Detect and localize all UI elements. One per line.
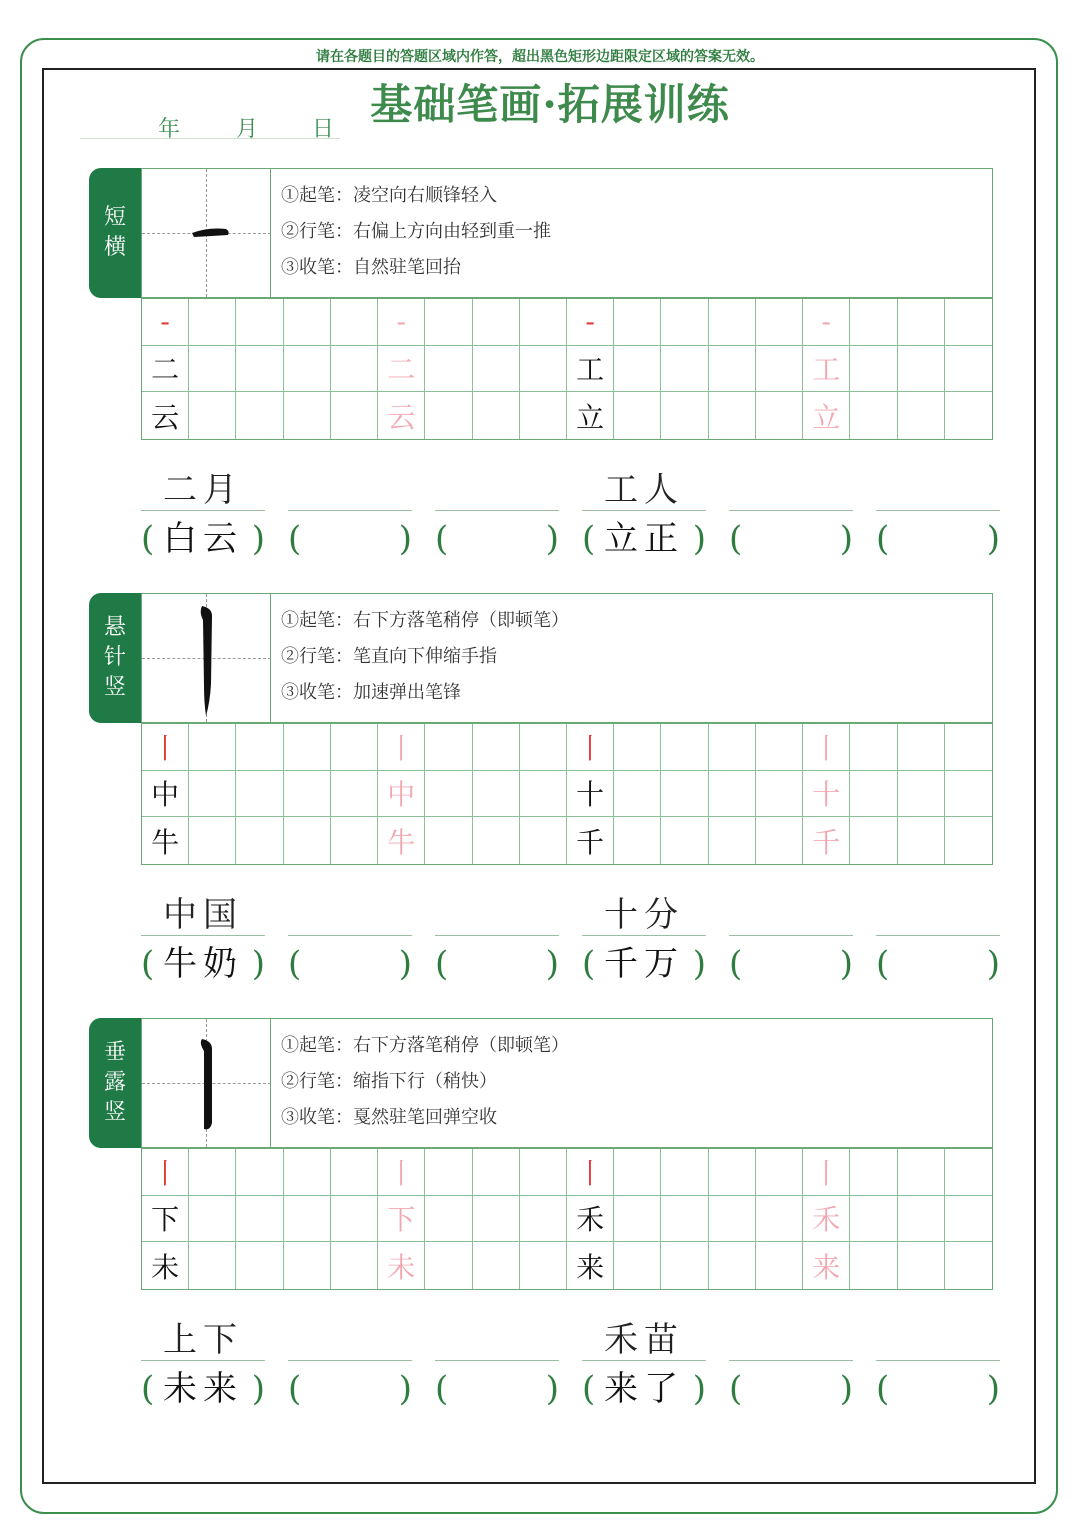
paren-close: )	[251, 519, 265, 559]
word-blank-line[interactable]	[729, 895, 853, 936]
practice-cell[interactable]	[945, 346, 992, 393]
practice-cell[interactable]	[189, 1149, 236, 1196]
paren-open: (	[288, 519, 302, 559]
paren-close: )	[986, 519, 1000, 559]
practice-cell[interactable]	[756, 817, 803, 864]
practice-cell[interactable]	[520, 392, 567, 439]
practice-cell[interactable]	[850, 299, 897, 346]
practice-cell[interactable]	[945, 392, 992, 439]
word-blank-line[interactable]	[288, 895, 412, 936]
paren-words	[141, 516, 1001, 562]
word-blank-line[interactable]	[729, 470, 853, 511]
word-example: 中国	[141, 895, 265, 936]
paren-close: )	[692, 1369, 706, 1409]
practice-cell[interactable]	[898, 1196, 945, 1243]
paren-word-blank[interactable]	[729, 516, 853, 562]
paren-close: )	[398, 1369, 412, 1409]
practice-cell[interactable]	[850, 1149, 897, 1196]
char-sample-cell[interactable]: 牛	[142, 817, 189, 864]
date-month: 月	[236, 117, 259, 142]
practice-cell[interactable]	[661, 392, 708, 439]
paren-open: (	[729, 944, 743, 984]
practice-cell[interactable]	[331, 817, 378, 864]
stroke-steps	[270, 593, 993, 723]
practice-cell[interactable]	[284, 817, 331, 864]
practice-cell[interactable]	[709, 771, 756, 818]
practice-cell[interactable]	[850, 392, 897, 439]
practice-cell[interactable]	[756, 346, 803, 393]
practice-cell[interactable]	[284, 724, 331, 771]
practice-cell[interactable]	[236, 724, 283, 771]
practice-cell[interactable]	[850, 771, 897, 818]
char-trace-cell[interactable]: 千	[803, 817, 850, 864]
stroke-name-tab	[89, 1018, 141, 1148]
practice-cell[interactable]	[756, 724, 803, 771]
paren-close: )	[251, 944, 265, 984]
paren-words	[141, 1366, 1001, 1412]
paren-word-text: 来了	[604, 1369, 684, 1409]
practice-cell[interactable]	[661, 817, 708, 864]
practice-grid	[141, 723, 993, 865]
practice-cell[interactable]	[756, 1149, 803, 1196]
paren-close: )	[839, 944, 853, 984]
char-sample-cell[interactable]: 来	[567, 1242, 614, 1289]
paren-word-text: 白云	[163, 519, 243, 559]
word-example: 禾苗	[582, 1320, 706, 1361]
paren-word-blank[interactable]	[729, 1366, 853, 1412]
word-lines	[141, 895, 1001, 935]
word-blank-line[interactable]	[876, 470, 1000, 511]
practice-cell[interactable]	[614, 1242, 661, 1289]
paren-close: )	[986, 944, 1000, 984]
practice-cell[interactable]	[709, 817, 756, 864]
paren-open: (	[435, 1369, 449, 1409]
paren-open: (	[141, 944, 155, 984]
practice-cell[interactable]	[709, 392, 756, 439]
practice-cell[interactable]	[756, 299, 803, 346]
stroke-sample-cell[interactable]: -	[378, 299, 425, 346]
practice-cell[interactable]	[898, 392, 945, 439]
word-lines	[141, 1320, 1001, 1360]
paren-close: )	[398, 519, 412, 559]
char-sample-cell[interactable]: 云	[142, 392, 189, 439]
paren-word-text: 立正	[604, 519, 684, 559]
stroke-sample-cell[interactable]: 丨	[142, 1149, 189, 1196]
char-sample-cell[interactable]: 千	[567, 817, 614, 864]
practice-cell[interactable]	[850, 817, 897, 864]
step-1: ①起笔：凌空向右顺锋轻入	[281, 185, 497, 206]
practice-cell[interactable]	[898, 1242, 945, 1289]
char-trace-cell[interactable]: 牛	[378, 817, 425, 864]
practice-cell[interactable]	[236, 771, 283, 818]
stroke-name-label: 短横	[103, 205, 126, 260]
practice-cell[interactable]	[284, 392, 331, 439]
practice-cell[interactable]	[473, 771, 520, 818]
step-2: ②行笔：缩指下行（稍快）	[281, 1071, 497, 1092]
stroke-demo-glyph	[142, 169, 272, 299]
paren-word-text: 牛奶	[163, 944, 243, 984]
paren-open: (	[729, 519, 743, 559]
practice-cell[interactable]	[945, 299, 992, 346]
practice-cell[interactable]	[236, 1149, 283, 1196]
paren-word-example	[141, 516, 265, 562]
practice-cell[interactable]	[284, 1196, 331, 1243]
stroke-sample-cell[interactable]: -	[567, 299, 614, 346]
char-sample-cell[interactable]: 下	[142, 1196, 189, 1243]
practice-cell[interactable]	[331, 392, 378, 439]
practice-cell[interactable]	[661, 1242, 708, 1289]
stroke-sample-cell[interactable]: 丨	[378, 1149, 425, 1196]
practice-cell[interactable]	[425, 771, 472, 818]
paren-close: )	[692, 519, 706, 559]
practice-cell[interactable]	[709, 1149, 756, 1196]
practice-cell[interactable]	[425, 299, 472, 346]
paren-close: )	[545, 1369, 559, 1409]
practice-cell[interactable]	[898, 771, 945, 818]
practice-cell[interactable]	[473, 392, 520, 439]
word-blank-line[interactable]	[288, 1320, 412, 1361]
paren-close: )	[839, 1369, 853, 1409]
stroke-name-tab	[89, 593, 141, 723]
stroke-shape	[192, 229, 229, 238]
practice-cell[interactable]	[756, 1196, 803, 1243]
practice-cell[interactable]	[898, 724, 945, 771]
paren-word-example	[582, 941, 706, 987]
practice-cell[interactable]	[520, 1196, 567, 1243]
paren-open: (	[582, 944, 596, 984]
char-trace-cell[interactable]: 中	[378, 771, 425, 818]
practice-cell[interactable]	[945, 1242, 992, 1289]
paren-word-blank[interactable]	[288, 516, 412, 562]
char-trace-cell[interactable]: 立	[803, 392, 850, 439]
practice-cell[interactable]	[473, 1149, 520, 1196]
practice-cell[interactable]	[661, 1196, 708, 1243]
practice-cell[interactable]	[898, 1149, 945, 1196]
practice-cell[interactable]	[520, 771, 567, 818]
char-trace-cell[interactable]: 未	[378, 1242, 425, 1289]
paren-word-blank[interactable]	[435, 516, 559, 562]
practice-grid	[141, 298, 993, 440]
paren-open: (	[729, 1369, 743, 1409]
step-3: ③收笔：加速弹出笔锋	[281, 682, 461, 703]
practice-cell[interactable]	[520, 724, 567, 771]
paren-close: )	[692, 944, 706, 984]
word-example: 上下	[141, 1320, 265, 1361]
practice-cell[interactable]	[236, 299, 283, 346]
practice-cell[interactable]	[236, 817, 283, 864]
practice-cell[interactable]	[189, 1242, 236, 1289]
practice-cell[interactable]	[425, 392, 472, 439]
practice-cell[interactable]	[473, 1196, 520, 1243]
char-trace-cell[interactable]: 禾	[803, 1196, 850, 1243]
practice-grid	[141, 1148, 993, 1290]
char-trace-cell[interactable]: 来	[803, 1242, 850, 1289]
practice-cell[interactable]	[756, 771, 803, 818]
paren-word-text: 未来	[163, 1369, 243, 1409]
practice-cell[interactable]	[284, 1242, 331, 1289]
paren-close: )	[545, 519, 559, 559]
char-sample-cell[interactable]: 十	[567, 771, 614, 818]
practice-cell[interactable]	[709, 346, 756, 393]
paren-open: (	[141, 1369, 155, 1409]
stroke-sample-cell[interactable]: 丨	[378, 724, 425, 771]
paren-word-blank[interactable]	[876, 1366, 1000, 1412]
practice-cell[interactable]	[945, 1196, 992, 1243]
practice-cell[interactable]	[331, 1196, 378, 1243]
practice-cell[interactable]	[331, 1242, 378, 1289]
practice-cell[interactable]	[189, 817, 236, 864]
practice-cell[interactable]	[331, 299, 378, 346]
char-sample-cell[interactable]: 未	[142, 1242, 189, 1289]
char-sample-cell[interactable]: 中	[142, 771, 189, 818]
paren-word-example	[582, 1366, 706, 1412]
step-1: ①起笔：右下方落笔稍停（即顿笔）	[281, 1035, 569, 1056]
char-sample-cell[interactable]: 禾	[567, 1196, 614, 1243]
char-trace-cell[interactable]: 二	[378, 346, 425, 393]
practice-cell[interactable]	[236, 392, 283, 439]
practice-cell[interactable]	[520, 346, 567, 393]
stroke-name-label: 垂露竖	[103, 1040, 126, 1125]
word-blank-line[interactable]	[435, 1320, 559, 1361]
word-blank-line[interactable]	[435, 470, 559, 511]
paren-open: (	[582, 519, 596, 559]
paren-open: (	[141, 519, 155, 559]
practice-cell[interactable]	[614, 1149, 661, 1196]
paren-open: (	[435, 519, 449, 559]
practice-cell[interactable]	[898, 346, 945, 393]
practice-cell[interactable]	[189, 771, 236, 818]
practice-cell[interactable]	[189, 346, 236, 393]
paren-open: (	[876, 1369, 890, 1409]
stroke-demo-box	[141, 593, 271, 723]
practice-cell[interactable]	[331, 771, 378, 818]
page-title: 基础笔画·拓展训练	[370, 80, 730, 129]
word-blank-line[interactable]	[288, 470, 412, 511]
step-1: ①起笔：右下方落笔稍停（即顿笔）	[281, 610, 569, 631]
stroke-sample-cell[interactable]: 丨	[567, 724, 614, 771]
char-trace-cell[interactable]: 云	[378, 392, 425, 439]
practice-cell[interactable]	[425, 1149, 472, 1196]
practice-cell[interactable]	[850, 724, 897, 771]
char-trace-cell[interactable]: 工	[803, 346, 850, 393]
notice-text: 请在各题目的答题区域内作答，超出黑色矩形边距限定区域的答案无效。	[316, 49, 764, 65]
paren-open: (	[582, 1369, 596, 1409]
paren-close: )	[986, 1369, 1000, 1409]
practice-cell[interactable]	[425, 724, 472, 771]
paren-word-blank[interactable]	[435, 941, 559, 987]
word-example: 工人	[582, 470, 706, 511]
practice-cell[interactable]	[850, 1196, 897, 1243]
practice-cell[interactable]	[661, 299, 708, 346]
practice-cell[interactable]	[709, 299, 756, 346]
practice-cell[interactable]	[614, 346, 661, 393]
practice-cell[interactable]	[425, 817, 472, 864]
practice-cell[interactable]	[473, 346, 520, 393]
paren-word-blank[interactable]	[729, 941, 853, 987]
word-blank-line[interactable]	[876, 1320, 1000, 1361]
stroke-sample-cell[interactable]: 丨	[803, 724, 850, 771]
word-lines	[141, 470, 1001, 510]
paren-words	[141, 941, 1001, 987]
practice-cell[interactable]	[945, 817, 992, 864]
practice-cell[interactable]	[189, 1196, 236, 1243]
char-sample-cell[interactable]: 二	[142, 346, 189, 393]
stroke-shape	[201, 606, 212, 716]
practice-cell[interactable]	[520, 1242, 567, 1289]
practice-cell[interactable]	[756, 1242, 803, 1289]
stroke-sample-cell[interactable]: 丨	[142, 724, 189, 771]
stroke-demo-glyph	[142, 1019, 272, 1149]
practice-cell[interactable]	[331, 724, 378, 771]
paren-close: )	[545, 944, 559, 984]
practice-cell[interactable]	[709, 1196, 756, 1243]
step-2: ②行笔：右偏上方向由轻到重一推	[281, 221, 551, 242]
practice-cell[interactable]	[520, 817, 567, 864]
paren-open: (	[435, 944, 449, 984]
practice-cell[interactable]	[661, 724, 708, 771]
practice-cell[interactable]	[661, 771, 708, 818]
practice-cell[interactable]	[284, 1149, 331, 1196]
paren-open: (	[288, 1369, 302, 1409]
paren-open: (	[288, 944, 302, 984]
practice-cell[interactable]	[284, 771, 331, 818]
stroke-shape	[201, 1039, 212, 1129]
practice-cell[interactable]	[189, 299, 236, 346]
step-3: ③收笔：自然驻笔回抬	[281, 257, 461, 278]
paren-word-blank[interactable]	[288, 1366, 412, 1412]
practice-cell[interactable]	[425, 346, 472, 393]
paren-word-blank[interactable]	[435, 1366, 559, 1412]
paren-close: )	[398, 944, 412, 984]
practice-cell[interactable]	[614, 392, 661, 439]
practice-cell[interactable]	[520, 299, 567, 346]
practice-cell[interactable]	[614, 724, 661, 771]
paren-word-text: 千万	[604, 944, 684, 984]
stroke-sample-cell[interactable]: -	[142, 299, 189, 346]
stroke-name-label: 悬针竖	[103, 615, 126, 700]
paren-word-blank[interactable]	[876, 516, 1000, 562]
practice-cell[interactable]	[709, 1242, 756, 1289]
paren-open: (	[876, 519, 890, 559]
practice-cell[interactable]	[709, 724, 756, 771]
stroke-sample-cell[interactable]: 丨	[567, 1149, 614, 1196]
practice-cell[interactable]	[520, 1149, 567, 1196]
paren-word-example	[141, 941, 265, 987]
paren-open: (	[876, 944, 890, 984]
paren-word-example	[141, 1366, 265, 1412]
practice-cell[interactable]	[661, 1149, 708, 1196]
practice-cell[interactable]	[756, 392, 803, 439]
practice-cell[interactable]	[473, 724, 520, 771]
practice-cell[interactable]	[284, 346, 331, 393]
word-blank-line[interactable]	[435, 895, 559, 936]
word-blank-line[interactable]	[729, 1320, 853, 1361]
practice-cell[interactable]	[236, 1196, 283, 1243]
practice-cell[interactable]	[850, 1242, 897, 1289]
char-trace-cell[interactable]: 下	[378, 1196, 425, 1243]
date-line	[80, 112, 340, 142]
practice-cell[interactable]	[614, 771, 661, 818]
stroke-steps	[270, 1018, 993, 1148]
practice-cell[interactable]	[473, 817, 520, 864]
practice-cell[interactable]	[284, 299, 331, 346]
practice-cell[interactable]	[661, 346, 708, 393]
stroke-sample-cell[interactable]: 丨	[803, 1149, 850, 1196]
stroke-steps	[270, 168, 993, 298]
practice-cell[interactable]	[236, 346, 283, 393]
practice-cell[interactable]	[331, 346, 378, 393]
practice-cell[interactable]	[331, 1149, 378, 1196]
practice-cell[interactable]	[614, 1196, 661, 1243]
word-example: 十分	[582, 895, 706, 936]
char-trace-cell[interactable]: 十	[803, 771, 850, 818]
paren-word-blank[interactable]	[288, 941, 412, 987]
practice-cell[interactable]	[898, 299, 945, 346]
practice-cell[interactable]	[945, 771, 992, 818]
stroke-sample-cell[interactable]: -	[803, 299, 850, 346]
practice-cell[interactable]	[614, 817, 661, 864]
practice-cell[interactable]	[189, 392, 236, 439]
practice-cell[interactable]	[898, 817, 945, 864]
date-day: 日	[312, 117, 335, 142]
stroke-demo-box	[141, 1018, 271, 1148]
practice-cell[interactable]	[473, 1242, 520, 1289]
practice-cell[interactable]	[425, 1242, 472, 1289]
practice-cell[interactable]	[614, 299, 661, 346]
practice-cell[interactable]	[473, 299, 520, 346]
step-2: ②行笔：笔直向下伸缩手指	[281, 646, 497, 667]
paren-word-example	[582, 516, 706, 562]
practice-cell[interactable]	[425, 1196, 472, 1243]
practice-cell[interactable]	[945, 724, 992, 771]
paren-close: )	[251, 1369, 265, 1409]
char-sample-cell[interactable]: 工	[567, 346, 614, 393]
stroke-demo-glyph	[142, 594, 272, 724]
char-sample-cell[interactable]: 立	[567, 392, 614, 439]
word-example: 二月	[141, 470, 265, 511]
step-3: ③收笔：戛然驻笔回弹空收	[281, 1107, 497, 1128]
practice-cell[interactable]	[236, 1242, 283, 1289]
paren-word-blank[interactable]	[876, 941, 1000, 987]
paren-close: )	[839, 519, 853, 559]
word-blank-line[interactable]	[876, 895, 1000, 936]
date-year: 年	[158, 117, 181, 142]
practice-cell[interactable]	[189, 724, 236, 771]
stroke-name-tab	[89, 168, 141, 298]
stroke-demo-box	[141, 168, 271, 298]
practice-cell[interactable]	[850, 346, 897, 393]
practice-cell[interactable]	[945, 1149, 992, 1196]
